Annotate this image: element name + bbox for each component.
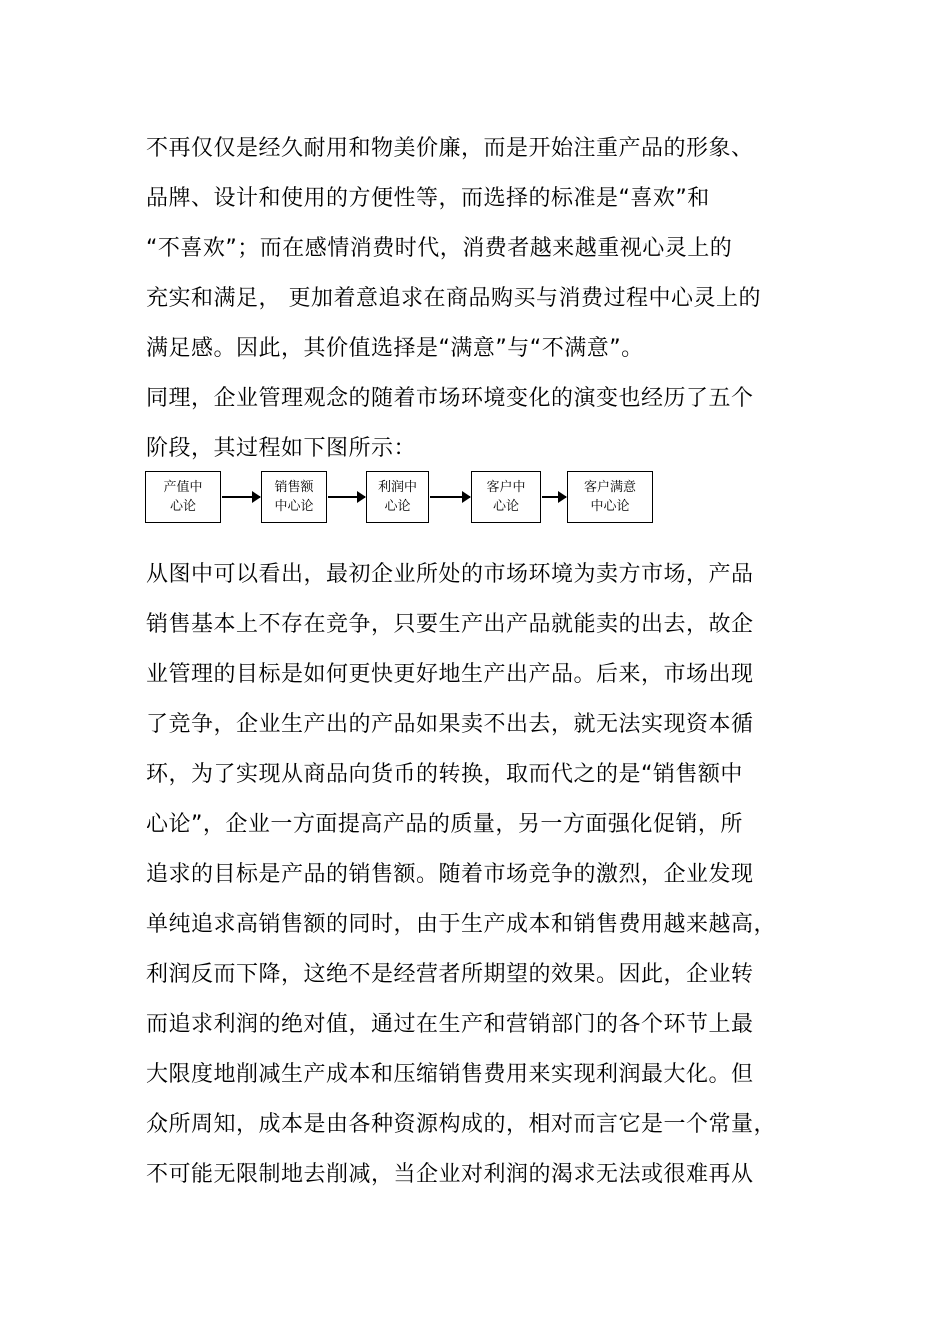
flow-box-label: 中心论 <box>590 499 630 514</box>
text-line: 而追求利润的绝对值，通过在生产和营销部门的各个环节上最 <box>146 1012 754 1037</box>
flow-box-sales-center <box>261 471 327 523</box>
flow-box-label: 客户满意 <box>583 480 636 495</box>
flow-box-label: 心论 <box>169 499 196 514</box>
flow-box-customer-center <box>471 471 541 523</box>
text-line: 不再仅仅是经久耐用和物美价廉，而是开始注重产品的形象、 <box>146 136 754 161</box>
flow-box-label: 销售额 <box>274 480 314 495</box>
text-line: 不可能无限制地去削减，当企业对利润的渴求无法或很难再从 <box>146 1162 754 1187</box>
text-line: 满足感。因此，其价值选择是“满意”与“不满意”。 <box>146 336 644 361</box>
text-line: 品牌、设计和使用的方便性等，而选择的标准是“喜欢”和 <box>146 186 710 211</box>
text-line: 单纯追求高销售额的同时，由于生产成本和销售费用越来越高， <box>146 912 777 937</box>
text-line: 同理，企业管理观念的随着市场环境变化的演变也经历了五个 <box>146 386 754 411</box>
text-line: 了竞争，企业生产出的产品如果卖不出去，就无法实现资本循 <box>146 712 754 737</box>
flow-arrow-icon <box>222 496 260 498</box>
flow-box-label: 产值中 <box>163 480 203 495</box>
flow-box-label: 心论 <box>492 499 519 514</box>
text-line: 心论”，企业一方面提高产品的质量，另一方面强化促销，所 <box>146 812 743 837</box>
text-line: 利润反而下降，这绝不是经营者所期望的效果。因此，企业转 <box>146 962 754 987</box>
text-line: 从图中可以看出，最初企业所处的市场环境为卖方市场，产品 <box>146 562 754 587</box>
flow-box-label: 客户中 <box>486 480 526 495</box>
flow-box-label: 利润中 <box>377 480 417 495</box>
flow-arrow-icon <box>328 496 365 498</box>
flow-box-label: 心论 <box>384 499 411 514</box>
text-line: 众所周知，成本是由各种资源构成的，相对而言它是一个常量， <box>146 1112 777 1137</box>
text-line: 充实和满足， 更加着意追求在商品购买与消费过程中心灵上的 <box>146 286 761 311</box>
flow-box-label: 中心论 <box>274 499 314 514</box>
paragraph-analysis <box>146 550 836 1200</box>
management-stage-flow-diagram <box>145 471 665 529</box>
flow-box-customer-satisfaction-center <box>567 471 653 523</box>
text-line: 环，为了实现从商品向货币的转换，取而代之的是“销售额中 <box>146 762 743 787</box>
text-line: 阶段，其过程如下图所示： <box>146 436 417 461</box>
flow-box-profit-center <box>366 471 429 523</box>
text-line: 大限度地削减生产成本和压缩销售费用来实现利润最大化。但 <box>146 1062 754 1087</box>
flow-arrow-icon <box>542 496 566 498</box>
paragraph-intro <box>146 124 836 474</box>
flow-arrow-icon <box>430 496 470 498</box>
text-line: 追求的目标是产品的销售额。随着市场竞争的激烈，企业发现 <box>146 862 754 887</box>
text-line: 销售基本上不存在竞争，只要生产出产品就能卖的出去，故企 <box>146 612 754 637</box>
flow-box-output-center <box>145 471 221 523</box>
text-line: 业管理的目标是如何更快更好地生产出产品。后来，市场出现 <box>146 662 754 687</box>
text-line: “不喜欢”；而在感情消费时代，消费者越来越重视心灵上的 <box>146 236 733 261</box>
